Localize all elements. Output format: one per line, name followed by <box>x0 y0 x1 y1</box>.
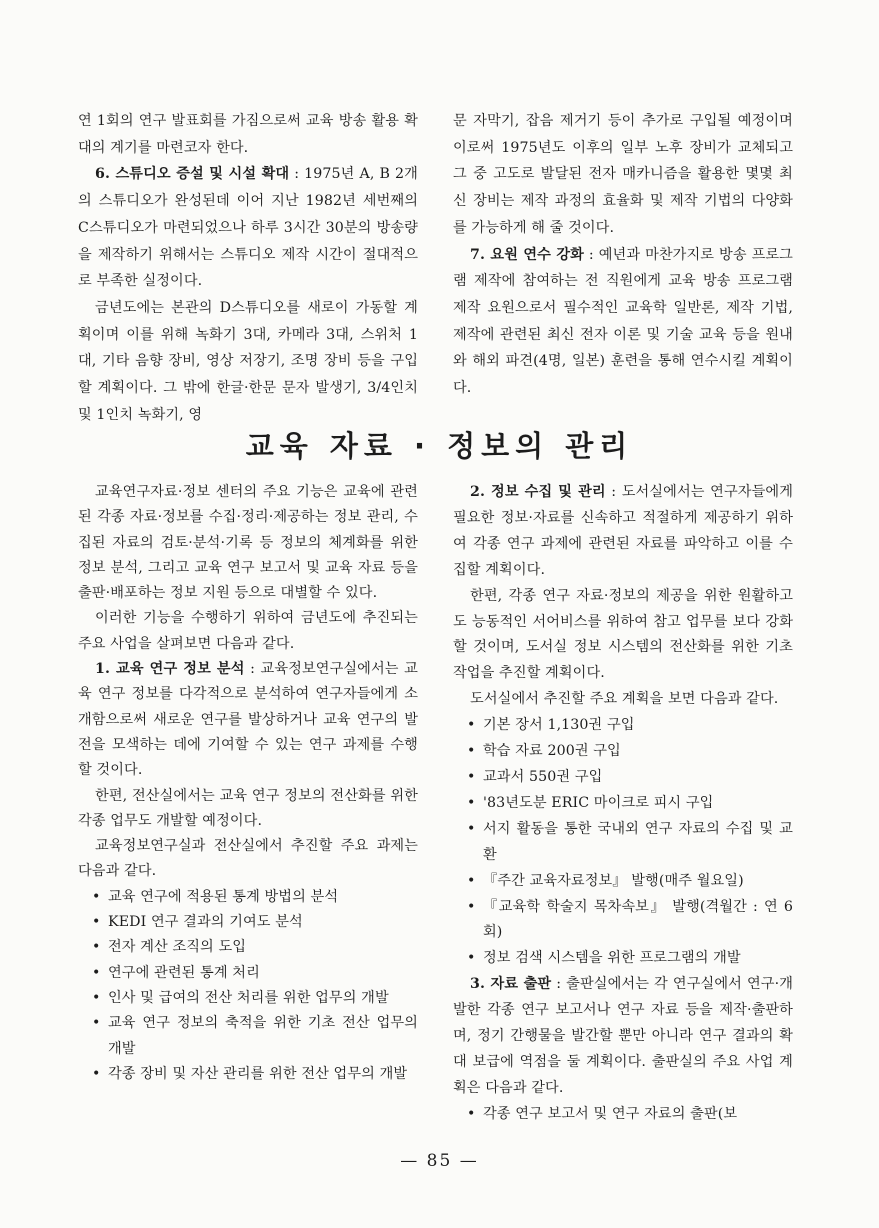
item-text: : 도서실에서는 연구자들에게 필요한 정보·자료를 신속하고 적절하게 제공하기 위하여 각종 연구 과제에 관련된 자료를 파악하고 이를 수집할 계획이다. <box>453 484 793 578</box>
item-text: : 교육정보연구실에서는 교육 연구 정보를 다각적으로 분석하여 연구자들에게 소개함으로써 새로운 연구를 발상하거나 교육 연구의 발전을 모색하는 데에 기여할 수 있는 연구 과제를 수행할 것이다. <box>78 661 418 779</box>
list-item: • 서지 활동을 통한 국내외 연구 자료의 수집 및 교환 <box>453 817 793 869</box>
section-item-7 <box>453 242 793 402</box>
bullet-list <box>78 885 418 1087</box>
paragraph: 한편, 각종 연구 자료·정보의 제공을 위한 원활하고도 능동적인 서어비스를 위하여 참고 업무를 보다 강화할 것이며, 도서실 정보 시스템의 전산화를 위한 기초 작업을 추진할 계획이다. <box>453 587 793 682</box>
bottom-left-column <box>78 480 418 1087</box>
list-item: • 교과서 550권 구입 <box>453 765 793 791</box>
bottom-right-column <box>453 480 793 1128</box>
section-heading: 교육 자료 · 정보의 관리 <box>245 429 634 463</box>
top-right-column <box>453 108 793 402</box>
list-item: • 전자 계산 조직의 도입 <box>78 935 418 960</box>
list-item: • KEDI 연구 결과의 기여도 분석 <box>78 910 418 935</box>
paragraph: 이러한 기능을 수행하기 위하여 금년도에 추진되는 주요 사업을 살펴보면 다음과 같다. <box>78 610 418 652</box>
paragraph: 교육정보연구실과 전산실에서 추진할 주요 과제는 다음과 같다. <box>78 838 418 880</box>
item-title: 7. 요원 연수 강화 <box>470 246 584 263</box>
item-text: : 1975년 A, B 2개의 스튜디오가 완성된데 이어 지난 1982년 세번째의 C스튜디오가 마련되었으나 하루 3시간 30분의 방송량을 제작하기 위해서는 스튜디오 제작 시간이 절대적으로 부족한 실정이다. <box>78 166 418 290</box>
list-item: • 각종 장비 및 자산 관리를 위한 전산 업무의 개발 <box>78 1062 418 1087</box>
list-item: • 『교육학 학술지 목차속보』 발행(격월간 : 연 6회) <box>453 895 793 947</box>
list-item: • 정보 검색 시스템을 위한 프로그램의 개발 <box>453 946 793 972</box>
item-text: : 예년과 마찬가지로 방송 프로그램 제작에 참여하는 전 직원에게 교육 방송 프로그램 제작 요원으로서 필수적인 교육학 일반론, 제작 기법, 제작에 관련된 최신 전자 이론 및 기술 교육 등을 원내와 해외 파견(4명, 일본) 훈련을 통해 연수시킬 계획이다. <box>453 246 793 397</box>
bullet-list <box>453 713 793 972</box>
item-text: : 출판실에서는 각 연구실에서 연구·개발한 각종 연구 보고서나 연구 자료 등을 제작·출판하며, 정기 간행물을 발간할 뿐만 아니라 연구 결과의 확대 보급에 역점을 둘 계획이다. 출판실의 주요 사업 계획은 다음과 같다. <box>453 976 794 1096</box>
list-item: • 학습 자료 200권 구입 <box>453 739 793 765</box>
paragraph: 문 자막기, 잡음 제거기 등이 추가로 구입될 예정이며 이로써 1975년도 이후의 일부 노후 장비가 교체되고 그 중 고도로 발달된 전자 매카니즘을 활용한 몇몇 최신 장비는 제작 과정의 효율화 및 제작 기법의 다양화를 가능하게 해 줄 것이다. <box>453 113 793 236</box>
paragraph: 교육연구자료·정보 센터의 주요 기능은 교육에 관련된 각종 자료·정보를 수집·정리·제공하는 정보 관리, 수집된 자료의 검토·분석·기록 등 정보의 체계화를 위한 정보 분석, 그리고 교육 연구 보고서 및 교육 자료 등을 출판·배포하는 정보 지원 등으로 대별할 수 있다. <box>78 484 418 602</box>
section-item-6 <box>78 161 418 295</box>
bullet-list <box>453 1102 793 1128</box>
paragraph: 도서실에서 추진할 주요 계획을 보면 다음과 같다. <box>470 691 779 708</box>
section-item-2 <box>453 480 793 584</box>
list-item: • 연구에 관련된 통계 처리 <box>78 961 418 986</box>
list-item: • 교육 연구 정보의 축적을 위한 기초 전산 업무의 개발 <box>78 1011 418 1062</box>
item-title: 3. 자료 출판 <box>470 976 552 993</box>
list-item: • 인사 및 급여의 전산 처리를 위한 업무의 개발 <box>78 986 418 1011</box>
list-item: • '83년도분 ERIC 마이크로 피시 구입 <box>453 791 793 817</box>
list-item: • 기본 장서 1,130권 구입 <box>453 713 793 739</box>
list-item: • 각종 연구 보고서 및 연구 자료의 출판(보 <box>453 1102 793 1128</box>
list-item: • 교육 연구에 적용된 통계 방법의 분석 <box>78 885 418 910</box>
paragraph: 금년도에는 본관의 D스튜디오를 새로이 가동할 계획이며 이를 위해 녹화기 3대, 카메라 3대, 스위처 1대, 기타 음향 장비, 영상 저장기, 조명 장비 등을 구입할 계획이다. 그 밖에 한글·한문 문자 발생기, 3/4인치 및 1인치 녹화기, 영 <box>78 299 418 423</box>
item-title: 1. 교육 연구 정보 분석 <box>95 661 245 678</box>
section-item-1 <box>78 657 418 783</box>
paragraph: 연 1회의 연구 발표회를 가짐으로써 교육 방송 활용 확대의 계기를 마련코자 한다. <box>78 113 418 156</box>
page-number: — 85 — <box>400 1151 479 1171</box>
item-title: 2. 정보 수집 및 관리 <box>470 484 606 500</box>
list-item: • 『주간 교육자료정보』 발행(매주 월요일) <box>453 869 793 895</box>
paragraph: 한편, 전산실에서는 교육 연구 정보의 전산화를 위한 각종 업무도 개발할 예정이다. <box>78 787 418 829</box>
item-title: 6. 스튜디오 증설 및 시설 확대 <box>95 166 290 183</box>
section-item-3 <box>453 972 793 1102</box>
top-left-column <box>78 108 418 428</box>
